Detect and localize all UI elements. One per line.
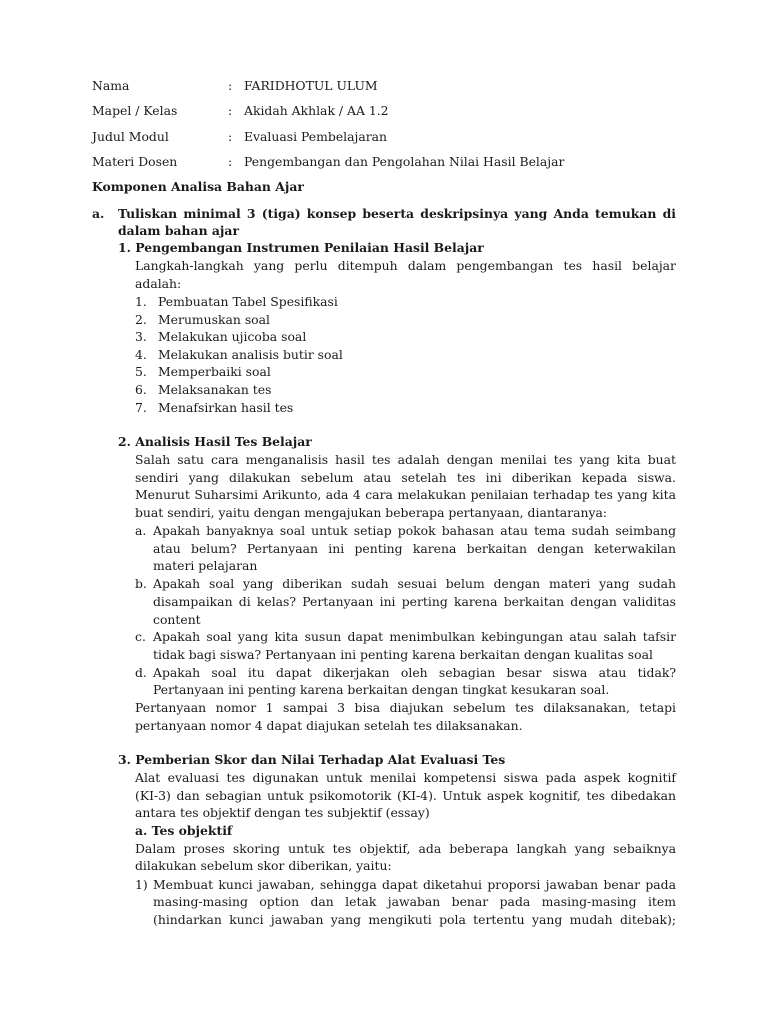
list-marker: 2.	[135, 312, 147, 327]
list-marker: 3.	[135, 329, 147, 344]
paragraph-line: Menurut Suharsimi Arikunto, ada 4 cara melakukan penilaian terhadap tes yang kita	[135, 487, 676, 502]
colon: :	[228, 78, 233, 93]
list-item-line: Apakah banyaknya soal untuk setiap pokok bahasan atau tema sudah seimbang	[153, 523, 676, 538]
list-marker: d.	[135, 665, 147, 680]
paragraph-line: Pertanyaan nomor 1 sampai 3 bisa diajukan sebelum tes dilaksanakan, tetapi	[135, 700, 676, 715]
name-value: FARIDHOTUL ULUM	[244, 78, 378, 93]
list-marker: c.	[135, 629, 146, 644]
list-marker: 1.	[135, 294, 147, 309]
list-item-line: disampaikan di kelas? Pertanyaan ini perting karena berkaitan dengan validitas	[153, 594, 676, 609]
paragraph-line: dilakukan sebelum skor diberikan, yaitu:	[135, 858, 392, 873]
paragraph-line: Dalam proses skoring untuk tes objektif, ada beberapa langkah yang sebaiknya	[135, 841, 676, 856]
list-item: Merumuskan soal	[158, 312, 270, 327]
list-item: Melaksanakan tes	[158, 382, 272, 397]
paragraph-line: adalah:	[135, 276, 182, 291]
list-marker: 1)	[135, 877, 148, 892]
concept-title: 3. Pemberian Skor dan Nilai Terhadap Alat Evaluasi Tes	[118, 752, 506, 767]
list-item: Melakukan analisis butir soal	[158, 347, 343, 362]
paragraph-line: Alat evaluasi tes digunakan untuk menilai kompetensi siswa pada aspek kognitif	[135, 770, 676, 785]
colon: :	[228, 129, 233, 144]
name-label: Nama	[92, 78, 130, 93]
colon: :	[228, 103, 233, 118]
list-item: Menafsirkan hasil tes	[158, 400, 294, 415]
list-item-line: materi pelajaran	[153, 558, 258, 573]
concept-title: 2. Analisis Hasil Tes Belajar	[118, 434, 312, 449]
judul-label: Judul Modul	[92, 129, 169, 144]
list-item-line: (hindarkan kunci jawaban yang mengikuti pola tertentu yang mudah ditebak);	[153, 912, 676, 927]
list-item-line: tidak bagi siswa? Pertanyaan ini penting karena berkaitan dengan kualitas soal	[153, 647, 653, 662]
list-marker: a.	[135, 523, 147, 538]
list-item: Memperbaiki soal	[158, 364, 271, 379]
question-marker: a.	[92, 206, 105, 221]
list-item-line: Membuat kunci jawaban, sehingga dapat diketahui proporsi jawaban benar pada	[153, 877, 676, 892]
paragraph-line: buat sendiri, yaitu dengan mengajukan beberapa pertanyaan, diantaranya:	[135, 505, 608, 520]
paragraph-line: (KI-3) dan sebagian untuk psikomotorik (KI-4). Untuk aspek kognitif, tes dibedakan	[135, 788, 676, 803]
paragraph-line: sendiri yang dilakukan sebelum atau setelah tes ini diberikan kepada siswa.	[135, 470, 676, 485]
list-marker: 4.	[135, 347, 147, 362]
list-item-line: Pertanyaan ini penting karena berkaitan dengan tingkat kesukaran soal.	[153, 682, 610, 697]
materi-label: Materi Dosen	[92, 154, 178, 169]
list-item-line: masing-masing option dan letak jawaban benar pada masing-masing item	[153, 894, 676, 909]
list-item: Melakukan ujicoba soal	[158, 329, 307, 344]
list-marker: 6.	[135, 382, 147, 397]
section-title: Komponen Analisa Bahan Ajar	[92, 179, 304, 194]
list-item-line: Apakah soal yang diberikan sudah sesuai belum dengan materi yang sudah	[153, 576, 676, 591]
judul-value: Evaluasi Pembelajaran	[244, 129, 388, 144]
question-line: Tuliskan minimal 3 (tiga) konsep beserta deskripsinya yang Anda temukan di	[118, 206, 676, 221]
colon: :	[228, 154, 233, 169]
mapel-value: Akidah Akhlak / AA 1.2	[244, 103, 389, 118]
paragraph-line: Salah satu cara menganalisis hasil tes adalah dengan menilai tes yang kita buat	[135, 452, 676, 467]
list-item-line: Apakah soal yang kita susun dapat menimbulkan kebingungan atau salah tafsir	[153, 629, 676, 644]
list-item-line: content	[153, 612, 201, 627]
list-item: Pembuatan Tabel Spesifikasi	[158, 294, 338, 309]
list-marker: 5.	[135, 364, 147, 379]
paragraph-line: Langkah-langkah yang perlu ditempuh dalam pengembangan tes hasil belajar	[135, 258, 676, 273]
question-line: dalam bahan ajar	[118, 223, 239, 238]
materi-value: Pengembangan dan Pengolahan Nilai Hasil Belajar	[244, 154, 565, 169]
concept-title: 1. Pengembangan Instrumen Penilaian Hasil Belajar	[118, 240, 484, 255]
list-item-line: Apakah soal itu dapat dikerjakan oleh sebagian besar siswa atau tidak?	[153, 665, 676, 680]
mapel-label: Mapel / Kelas	[92, 103, 178, 118]
sub-title: a. Tes objektif	[135, 823, 233, 838]
list-marker: b.	[135, 576, 147, 591]
paragraph-line: pertanyaan nomor 4 dapat diajukan setelah tes dilaksanakan.	[135, 718, 523, 733]
list-item-line: atau belum? Pertanyaan ini penting karena berkaitan dengan keterwakilan	[153, 541, 676, 556]
paragraph-line: antara tes objektif dengan tes subjektif (essay)	[135, 805, 430, 820]
list-marker: 7.	[135, 400, 147, 415]
